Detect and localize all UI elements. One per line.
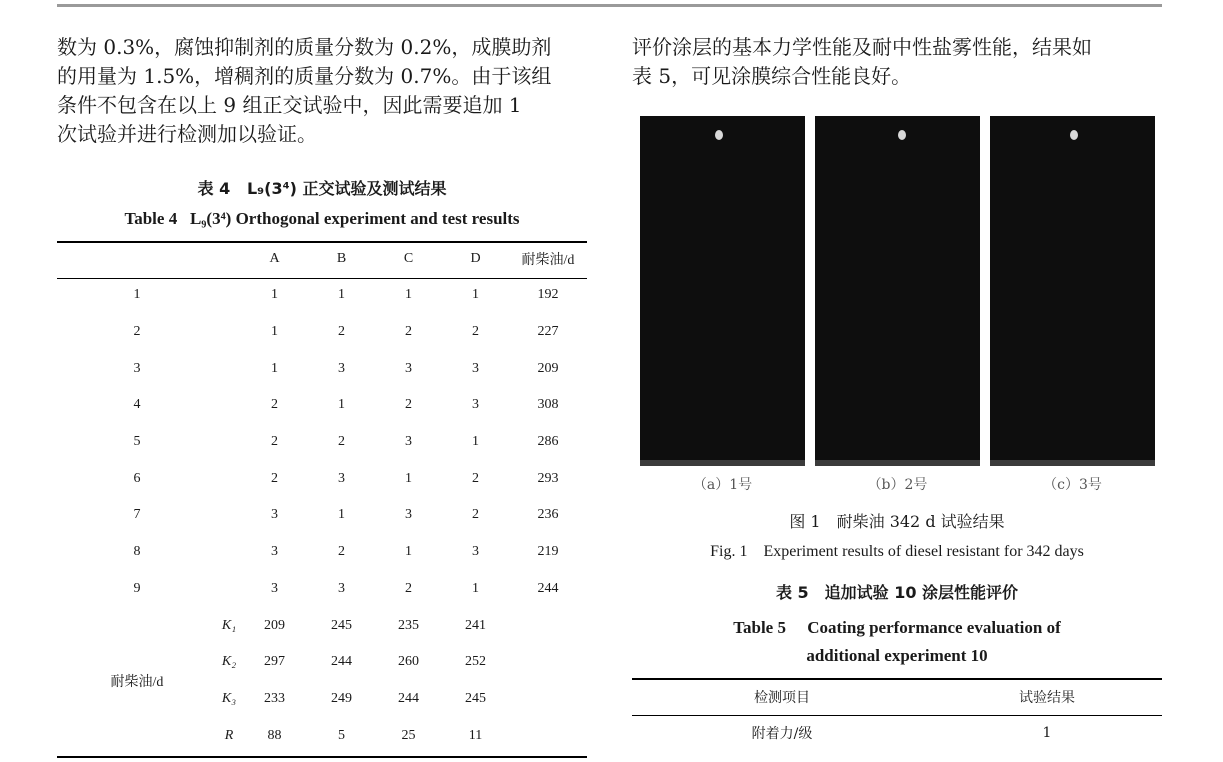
table-cell: 1 bbox=[405, 287, 412, 303]
table5-caption-en-line1: Table 5 Coating performance evaluation of bbox=[733, 618, 1061, 637]
table-cell: 25 bbox=[401, 727, 416, 743]
table-cell: 245 bbox=[331, 617, 352, 633]
table-cell: 11 bbox=[468, 727, 483, 743]
table-cell: 1 bbox=[271, 324, 278, 340]
table-cell: 233 bbox=[264, 690, 285, 706]
table-cell: 2 bbox=[338, 434, 345, 450]
table-cell: 2 bbox=[338, 324, 345, 340]
table-cell: 1 bbox=[472, 580, 479, 596]
table-cell: 2 bbox=[405, 397, 412, 413]
table-cell: 1 bbox=[271, 360, 278, 376]
table4-header-row bbox=[57, 241, 587, 277]
table-cell: K₁ bbox=[221, 617, 237, 633]
table-cell: 241 bbox=[465, 617, 486, 633]
table5-header-row bbox=[632, 679, 1162, 715]
table4-caption-cn-text: 正交试验及测试结果 bbox=[302, 179, 447, 198]
table-cell: 3 bbox=[338, 580, 345, 596]
paragraph-line: 数为 0.3%，腐蚀抑制剂的质量分数为 0.2%，成膜助剂 bbox=[57, 35, 552, 59]
figure1-caption-cn: 图 1 耐柴油 342 d 试验结果 bbox=[789, 512, 1005, 531]
paragraph-line: 次试验并进行检测加以验证。 bbox=[57, 122, 317, 146]
table-cell: R bbox=[224, 727, 234, 743]
table-header-cell: D bbox=[470, 251, 481, 266]
summary-group-label: 耐柴油/d bbox=[110, 674, 164, 690]
table-cell: 附着力/级 bbox=[751, 726, 813, 742]
table-row bbox=[57, 277, 587, 314]
table-cell: 5 bbox=[338, 727, 345, 743]
table-cell: 1 bbox=[405, 470, 412, 486]
table-cell: 1 bbox=[472, 287, 479, 303]
table-header-cell: A bbox=[269, 251, 280, 266]
table-cell: 3 bbox=[271, 507, 278, 523]
table-cell: K₂ bbox=[221, 654, 237, 670]
table-cell: 3 bbox=[271, 544, 278, 560]
table-cell: 244 bbox=[537, 580, 559, 596]
table-cell: 3 bbox=[338, 360, 345, 376]
table-cell: 2 bbox=[338, 544, 345, 560]
table-cell: 3 bbox=[472, 544, 479, 560]
table-header-cell: C bbox=[403, 251, 414, 266]
table-row bbox=[57, 350, 587, 387]
table-cell: 1 bbox=[271, 287, 278, 303]
table-row bbox=[57, 497, 587, 534]
table4 bbox=[57, 241, 587, 754]
table-cell: 1 bbox=[133, 287, 141, 303]
table-cell: 2 bbox=[472, 507, 479, 523]
table-cell: 2 bbox=[472, 324, 479, 340]
top-rule bbox=[57, 4, 1162, 7]
table-cell: 1 bbox=[405, 544, 412, 560]
table-cell: 236 bbox=[537, 507, 559, 523]
panel-photo-c bbox=[990, 116, 1155, 466]
table-cell: 1 bbox=[338, 287, 345, 303]
figure1-caption-en: Fig. 1 Experiment results of diesel resistant for 342 days bbox=[710, 543, 1084, 560]
table4-caption-en-symbol: L₉(3⁴) bbox=[189, 209, 232, 228]
table-cell: 245 bbox=[465, 690, 486, 706]
table-row bbox=[57, 387, 587, 424]
table-row bbox=[57, 424, 587, 461]
table-cell: 244 bbox=[331, 654, 352, 670]
table-cell: 244 bbox=[398, 690, 419, 706]
table-cell: 252 bbox=[465, 654, 486, 670]
table-cell: 2 bbox=[472, 470, 479, 486]
table-header-cell bbox=[217, 241, 241, 277]
table-cell: 227 bbox=[537, 324, 559, 340]
table-cell: 209 bbox=[264, 617, 285, 633]
table-cell: 7 bbox=[133, 507, 141, 523]
subcaption-a: （a）1号 bbox=[692, 477, 753, 493]
table-cell: 1 bbox=[338, 507, 345, 523]
table-row bbox=[57, 314, 587, 351]
table-cell: 5 bbox=[133, 434, 141, 450]
table-cell: 209 bbox=[537, 360, 559, 376]
table-cell: K₃ bbox=[221, 690, 237, 706]
table-cell: 3 bbox=[472, 360, 479, 376]
table5-caption-cn: 表 5 追加试验 10 涂层性能评价 bbox=[775, 583, 1019, 602]
table4-caption-cn bbox=[57, 176, 587, 199]
table-cell: 3 bbox=[405, 434, 412, 450]
table-header-cell: B bbox=[336, 251, 347, 266]
table-row bbox=[57, 460, 587, 497]
paragraph-line: 的用量为 1.5%，增稠剂的质量分数为 0.7%。由于该组 bbox=[57, 64, 552, 88]
table-cell: 308 bbox=[537, 397, 559, 413]
summary-row bbox=[57, 607, 587, 644]
table-cell: 88 bbox=[267, 727, 282, 743]
table4-caption-cn-prefix: 表 4 bbox=[197, 179, 231, 198]
specimen-mark bbox=[1070, 130, 1078, 140]
subcaption-b: （b）2号 bbox=[867, 477, 928, 493]
table-cell: 2 bbox=[133, 324, 141, 340]
table-cell: 286 bbox=[537, 434, 559, 450]
panel-photo-a bbox=[640, 116, 805, 466]
table-cell: 9 bbox=[133, 580, 141, 596]
table-header-cell: 耐柴油/d bbox=[521, 253, 575, 268]
table-header-cell bbox=[57, 241, 217, 277]
paragraph-line: 条件不包含在以上 9 组正交试验中，因此需要追加 1 bbox=[57, 93, 522, 117]
table-cell: 2 bbox=[271, 434, 278, 450]
table-cell: 2 bbox=[271, 397, 278, 413]
specimen-mark bbox=[898, 130, 906, 140]
table-cell: 192 bbox=[537, 287, 559, 303]
table-cell: 219 bbox=[537, 544, 559, 560]
specimen-mark bbox=[715, 130, 723, 140]
table-cell: 3 bbox=[405, 507, 412, 523]
table4-bottom-rule bbox=[57, 756, 587, 758]
panel-photo-b bbox=[815, 116, 980, 466]
table-cell: 249 bbox=[331, 690, 352, 706]
table-cell: 4 bbox=[133, 397, 141, 413]
table-cell: 3 bbox=[472, 397, 479, 413]
table-cell: 3 bbox=[133, 360, 141, 376]
table-cell: 3 bbox=[338, 470, 345, 486]
table-cell: 235 bbox=[398, 617, 419, 633]
table-cell: 2 bbox=[271, 470, 278, 486]
table-row bbox=[57, 571, 587, 608]
table4-caption-cn-symbol: L₉(3⁴) bbox=[246, 179, 297, 198]
table-cell: 1 bbox=[1042, 725, 1052, 741]
table-cell: 3 bbox=[405, 360, 412, 376]
subcaption-c: （c）3号 bbox=[1043, 477, 1102, 493]
table-cell: 293 bbox=[537, 470, 559, 486]
table-row bbox=[632, 715, 1162, 751]
table-cell: 2 bbox=[405, 580, 412, 596]
table-cell: 1 bbox=[472, 434, 479, 450]
table4-caption-en-prefix: Table 4 bbox=[124, 209, 178, 228]
table-cell: 3 bbox=[271, 580, 278, 596]
table-cell: 1 bbox=[338, 397, 345, 413]
paragraph-line: 评价涂层的基本力学性能及耐中性盐雾性能，结果如 bbox=[632, 35, 1092, 59]
paragraph-line: 表 5，可见涂膜综合性能良好。 bbox=[632, 64, 912, 88]
table-cell: 8 bbox=[133, 544, 141, 560]
table-cell: 260 bbox=[398, 654, 419, 670]
table-cell: 6 bbox=[133, 470, 141, 486]
table4-caption-en-text: Orthogonal experiment and test results bbox=[235, 209, 520, 228]
table5-caption-en-line2: additional experiment 10 bbox=[806, 646, 988, 665]
table-row bbox=[57, 534, 587, 571]
table-cell: 2 bbox=[405, 324, 412, 340]
table-cell: 297 bbox=[264, 654, 285, 670]
table-header-cell: 试验结果 bbox=[1019, 690, 1075, 706]
table5 bbox=[632, 679, 1162, 751]
table-header-cell: 检测项目 bbox=[754, 690, 810, 706]
table4-caption-en bbox=[57, 209, 587, 229]
